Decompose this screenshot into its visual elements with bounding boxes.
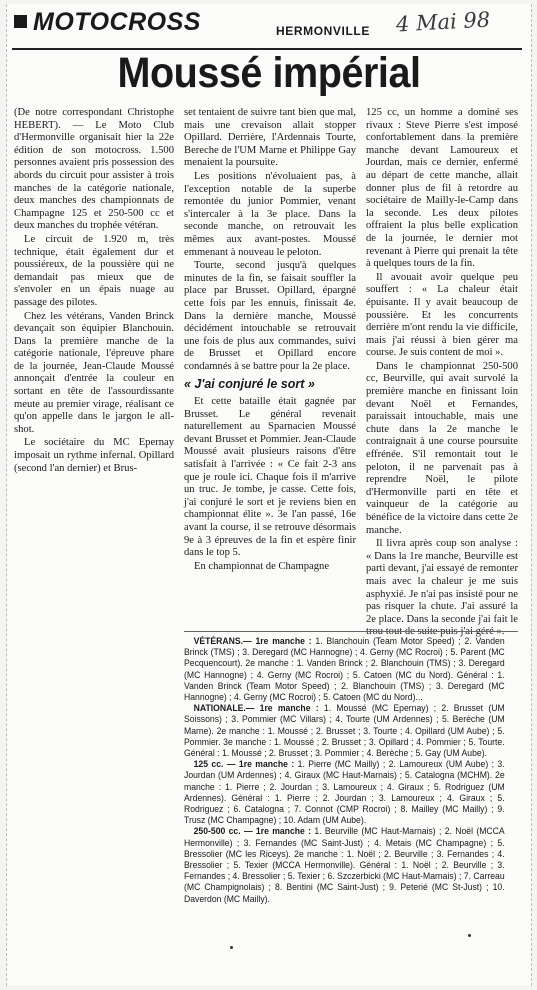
dateline-town: HERMONVILLE xyxy=(276,24,370,38)
paragraph: Chez les vétérans, Vanden Brinck devançait son équipier Blanchouin. Dans la première manche de la catégorie nationale, l'épreuve phare de la journée, Jean-Claude Moussé annonçait d'entrée la couleur en sortant en tête de l'assourdissante meute au premier virage, réalisant ce qu'on appelle dans le jargon le all-shot. xyxy=(14,310,174,435)
results-label: VÉTÉRANS.— 1re manche : xyxy=(193,636,312,646)
paragraph: Il livra après coup son analyse : « Dans la 1re manche, Beurville est parti devant, j'ai essayé de remonter mais avec la chaleur je me suis asphyxié. Je n'ai pas insisté pour ne pas risquer la chute. J'ai assuré la 2e place. Dans la seconde j'ai fait le xyxy=(366,538,518,625)
results-text: 1. Pierre (MC Mailly) ; 2. Lamoureux (UM Aube) ; 3. Jourdan (UM Ardennes) ; 4. Giraux (MC Haut-Marnais) ; 5. Catalogna (MCHM). 2e manche : 1. Pierre ; 2. Jourdan ; 3. Lamoureux ; 4. Giraux ; 5. Rodriguez (UM Ardennes). Général : 1. Pierre ; 2. Jourdan ; 3. Lamoureux ; 4. Giraux ; 5. Rodriguez ; 6. Catalogna ; 7. Connot (CMP Rocroi) ; 8. Mailley (MC Mailly) ; 9. Trusz (MC Champagne) ; 10. Adam (UM Aube). xyxy=(184,759,505,826)
paragraph: Les positions n'évoluaient pas, à l'exception notable de la superbe remontée du junior Pommier, venant s'intercaler à la 3e place. Dans la seconde manche, on retrouvait les mêmes aux avant-postes. Moussé emmenant à nouveau le peloton. xyxy=(184,170,356,258)
results-entry xyxy=(184,703,505,759)
paragraph: En championnat de Champagne xyxy=(194,560,330,572)
results-text: 1. Blanchouin (Team Motor Speed) ; 2. Vanden Brinck (TMS) ; 3. Deregard (MC Hannogne) ; 4. Gerny (MC Rocroi) ; 5. Parent (MC Pecquencourt). 2e manche : 1. Vanden Brinck ; 2. Blanchouin (TMS) ; 3. Deregard (MC Hannogne) ; 4. Gerny (MC Rocroi) ; 5. Catoen (MC du Nord). Général : 1. Vanden Brinck (Team Motor Speed) ; 2. Blanchouin (TMS) ; 3. Deregard (MC Hannogne) ; 4. Gerny (MC Rocroi) ; 5. Catoen (MC du Nord)... xyxy=(184,636,505,703)
subheading: « J'ai conjuré le sort » xyxy=(184,377,315,392)
article-column-2 xyxy=(184,107,356,574)
paragraph: Le sociétaire du MC Epernay imposait un rythme infernal. Opillard (second l'an dernier) et Brus- xyxy=(14,437,174,474)
paragraph: Il avouait avoir quelque peu souffert : « La chaleur était épuisante. Il y avait beaucoup de poussière. Et les concurrents derrière m'ont rendu la vie difficile, mais j'ai réussi à bien gérer ma course. Je suis content de moi ». xyxy=(366,271,518,359)
paragraph: Et cette bataille était gagnée par Brusset. Le général revenait naturellement au Sparnacien Moussé devant Brusset et Pommier. Jean-Claude Moussé avait plusieurs raisons d'être satisfait à l'arrivée : « Ce fait 2-3 ans que je roule ici. Chaque fois il m'arrive un truc. Je tombe, je casse. Cette fois, j'ai conjuré le sort et je reviens bien en championnat élite ». 3e l'an passé, 16e avant la course, il se retrouve désormais 9e à 3 épreuves de la fin et espère finir dans le top 5. xyxy=(184,396,356,559)
paragraph: Tourte, second jusqu'à quelques minutes de la fin, se faisait souffler la place par Brusset. Opillard, épargné cette fois par les ennuis, finissait 4e. Dans la dernière manche, Moussé décidément intouchable se retrouvait une fois de plus aux commandes, suivi de Brusset et Opillard encore condamnés à se battre pour la 2e place. xyxy=(184,260,356,372)
results-label: 250-500 cc. — 1re manche : xyxy=(193,826,312,837)
paragraph: Dans le championnat 250-500 cc, Beurville, qui avait survolé la première manche en finissant loin devant Noël et Fernandes, paraissait intouchable, mais une chute dans la 2e manche le contraignait à une course poursuite effrénée. S'il remontait tout le peloton, il ne parvenait pas à reprendre Noël, le pilote d'Hermonville parti en tête et vainqueur de la catégorie au bénéfice de la victoire dans cette 2e manche. xyxy=(366,360,518,536)
paragraph: (De notre correspondant Christophe HEBERT). — Le Moto Club d'Hermonville organisait hier la 22e édition de son motocross. 1.500 personnes avaient pris possession des abords du circuit pour assister à trois manches de la catégorie nationale, deux manches des championnats de Champagne 125 et 250-500 cc et deux manches du trophée vétéran. xyxy=(14,107,174,232)
paragraph: set tentaient de suivre tant bien que mal, mais une crevaison allait stopper Opillard. Derrière, l'Ardennais Tourte, Bereche de l'UM Marne et Philippe Gay menaient la poursuite. xyxy=(184,107,356,169)
handwritten-date: 4 Mai 98 xyxy=(395,7,491,37)
paragraph: 125 cc, un homme a dominé ses rivaux : Steve Pierre s'est imposé confortablement dans la première manche devant Lamoureux et Jourdan, mais ce dernier, enfermé au départ de cette manche, allait donner plus de fil à retordre au sociétaire de Mailly-le-Camp dans la seconde. Les deux pilotes offraient la plus belle explication de la journée, le dernier mot revenant à Pierre qui prenait la tête à quelques tours de la fin. xyxy=(366,107,518,270)
results-entry xyxy=(184,759,505,826)
results-entry xyxy=(184,636,505,703)
paragraph: Le circuit de 1.920 m, très technique, était également dur et poussiéreux, de la poussière qui ne demandait pas mieux que de s'envoler en un épais nuage au passage des pilotes. xyxy=(14,233,174,308)
results-box xyxy=(184,636,505,905)
speck xyxy=(230,946,233,949)
headline: Moussé impérial xyxy=(117,49,421,97)
rubric-text: MOTOCROSS xyxy=(33,8,201,36)
article-column-1 xyxy=(14,107,174,476)
results-label: NATIONALE.— 1re manche : xyxy=(193,703,319,714)
results-entry xyxy=(184,826,505,904)
results-label: 125 cc. — 1re manche : xyxy=(193,759,295,770)
results-text: 1. Moussé (MC Epernay) ; 2. Brusset (UM Soissons) ; 3. Pommier (MC Villars) ; 4. Tourte (UM Ardennes) ; 5. Berèche (UM Marne). 2e manche : 1. Moussé ; 2. Brusset ; 3. Tourte ; 4. Opillard (UM Aube) ; 5. Pommier. 3e manche : 1. Moussé ; 2. Brusset ; 3. Opillard ; 4. Pommier ; 5. Tourte. Général : 1. Moussé ; 2. Brusset ; 3. Pommier ; 4. Berèche ; 5. Gay (UM Aube). xyxy=(184,703,505,759)
results-rule xyxy=(184,631,518,632)
article-column-3 xyxy=(366,107,518,640)
section-rubric xyxy=(14,8,201,37)
square-bullet-icon xyxy=(14,15,27,28)
results-text: 1. Beurville (MC Haut-Marnais) ; 2. Noël (MCCA Hermonville) ; 3. Fernandes (MC Saint-Just) ; 4. Metais (MC Champagne) ; 5. Bressolier (MC les Riceys). 2e manche : 1. Noël ; 2. Beurville ; 3. Fernandes ; 4. Bressolier ; 5. Texier (MCCA Hermonville). Général : 1. Noël ; 2. Beurville ; 3. Fernandes ; 4. Bressolier ; 5. Texier ; 6. Szczerbicki (MC Haut-Marnais) ; 7. Carreau (MC Champignolais) ; 8. Bentini (MC Saint-Just) ; 9. Peterié (MC St-Just) ; 10. Daverdon (MC Mailly). xyxy=(184,826,505,904)
speck xyxy=(468,934,471,937)
